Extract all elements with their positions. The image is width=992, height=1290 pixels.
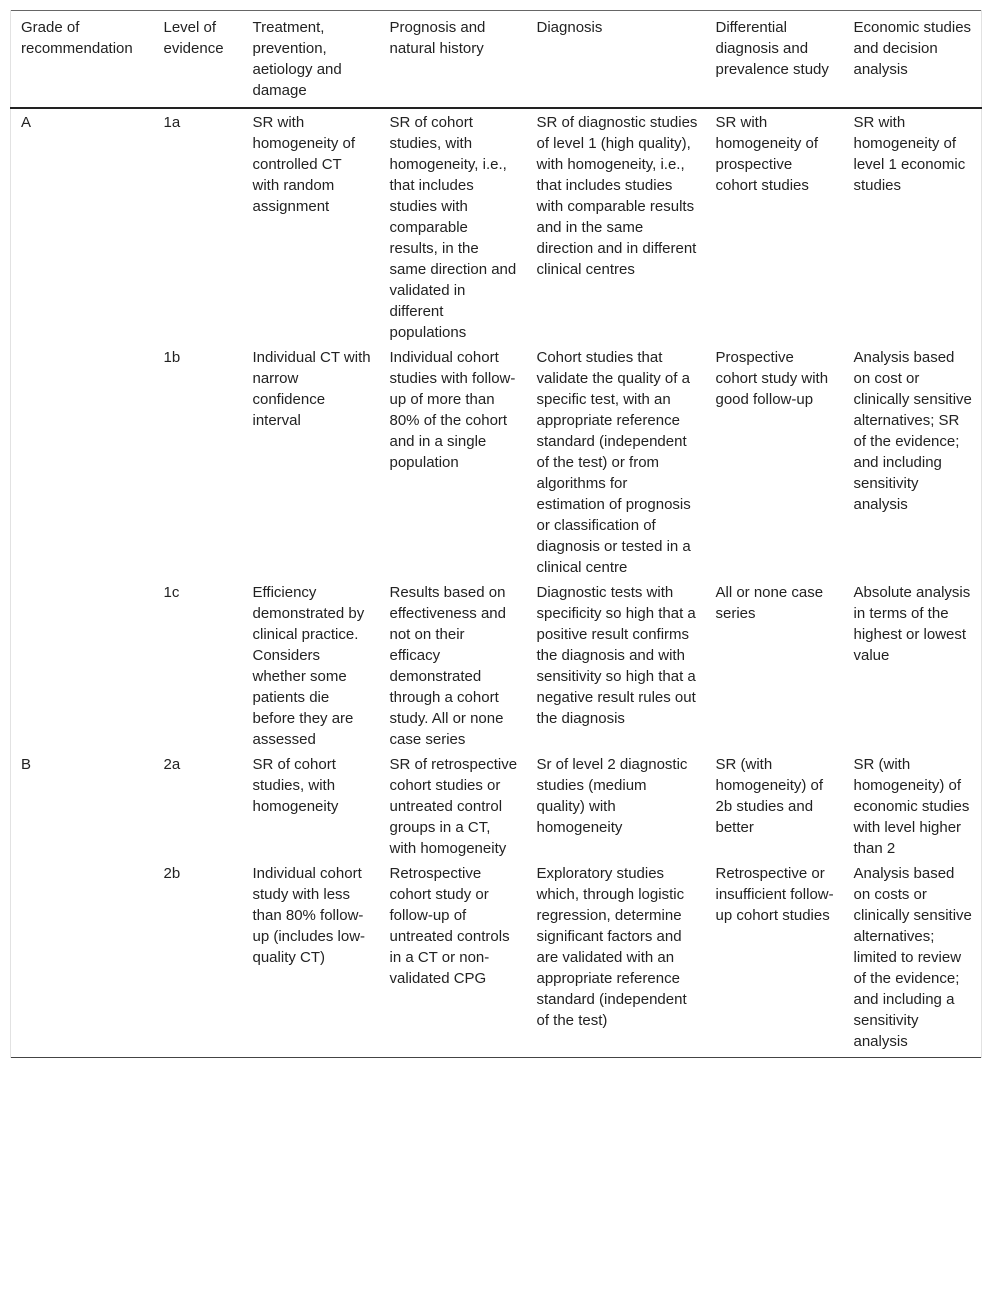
cell-economic: SR with homogeneity of level 1 economic studies [844, 108, 982, 345]
cell-diagnosis: Sr of level 2 diagnostic studies (medium quality) with homogeneity [536, 756, 688, 836]
cell-diagnosis: Cohort studies that validate the quality of a specific test, with an appropriate reference standard (independent of the test) or from algorithms for estimation of prognosis or classification of diagnosis or tested in a clinical centre [536, 349, 691, 576]
cell-level: 1b [163, 349, 181, 366]
evidence-table [10, 10, 982, 1058]
header-treatment: Treatment, prevention, aetiology and damage [243, 11, 380, 109]
cell-economic: Absolute analysis in terms of the highest or lowest value [844, 580, 982, 752]
cell-diagnosis: Diagnostic tests with specificity so high that a positive result confirms the diagnosis and with sensitivity so high that a negative result rules out the diagnosis [536, 584, 696, 727]
cell-grade: B [11, 752, 154, 861]
header-economic: Economic studies and decision analysis [844, 11, 982, 109]
cell-prognosis: Retrospective cohort study or follow-up of untreated controls in a CT or non-validated CPG [389, 865, 510, 987]
table-header [11, 11, 982, 109]
table-row [11, 861, 982, 1058]
cell-prognosis: Individual cohort studies with follow-up of more than 80% of the cohort and in a single population [389, 349, 516, 471]
cell-differential: Prospective cohort study with good follow-up [715, 349, 829, 408]
cell-economic: Analysis based on costs or clinically sensitive alternatives; limited to review of the evidence; and including a sensitivity analysis [844, 861, 982, 1058]
cell-economic: Analysis based on cost or clinically sensitive alternatives; SR of the evidence; and including sensitivity analysis [844, 345, 982, 580]
cell-level: 2b [163, 865, 181, 882]
header-diagnosis: Diagnosis [527, 11, 706, 109]
table-body [11, 108, 982, 1058]
cell-grade: A [11, 108, 154, 345]
cell-differential: SR (with homogeneity) of 2b studies and better [715, 756, 824, 836]
header-grade: Grade of recommendation [11, 11, 154, 109]
cell-grade [11, 580, 154, 752]
cell-diagnosis: SR of diagnostic studies of level 1 (high quality), with homogeneity, i.e., that includes studies with comparable results and in the same direction and in different clinical centres [536, 114, 698, 278]
cell-prognosis: SR of cohort studies, with homogeneity, i.e., that includes studies with comparable results, in the same direction and validated in different populations [389, 114, 517, 341]
table-row [11, 580, 982, 752]
header-row [11, 11, 982, 109]
header-level: Level of evidence [154, 11, 243, 109]
cell-economic: SR (with homogeneity) of economic studies with level higher than 2 [844, 752, 982, 861]
cell-level: 1c [163, 584, 180, 601]
cell-differential: Retrospective or insufficient follow-up cohort studies [715, 865, 834, 924]
cell-diagnosis: Exploratory studies which, through logistic regression, determine significant factors and are validated with an appropriate reference standard (independent of the test) [536, 865, 687, 1029]
cell-treatment: Efficiency demonstrated by clinical practice. Considers whether some patients die before they are assessed [252, 584, 365, 748]
cell-treatment: Individual CT with narrow confidence interval [252, 349, 371, 429]
header-differential: Differential diagnosis and prevalence study [706, 11, 844, 109]
table-row [11, 108, 982, 345]
cell-treatment: SR with homogeneity of controlled CT with random assignment [252, 114, 356, 215]
cell-prognosis: Results based on effectiveness and not on their efficacy demonstrated through a cohort study. All or none case series [389, 584, 506, 748]
cell-treatment: SR of cohort studies, with homogeneity [252, 756, 339, 815]
cell-grade [11, 861, 154, 1058]
cell-prognosis: SR of retrospective cohort studies or untreated control groups in a CT, with homogeneity [389, 756, 518, 857]
cell-differential: SR with homogeneity of prospective cohort studies [715, 114, 819, 194]
table-row [11, 345, 982, 580]
cell-treatment: Individual cohort study with less than 80% follow-up (includes low-quality CT) [252, 865, 366, 966]
cell-level: 2a [163, 756, 181, 773]
cell-level: 1a [163, 114, 181, 131]
cell-differential: All or none case series [715, 584, 824, 622]
header-prognosis: Prognosis and natural history [380, 11, 527, 109]
cell-grade [11, 345, 154, 580]
table-row [11, 752, 982, 861]
